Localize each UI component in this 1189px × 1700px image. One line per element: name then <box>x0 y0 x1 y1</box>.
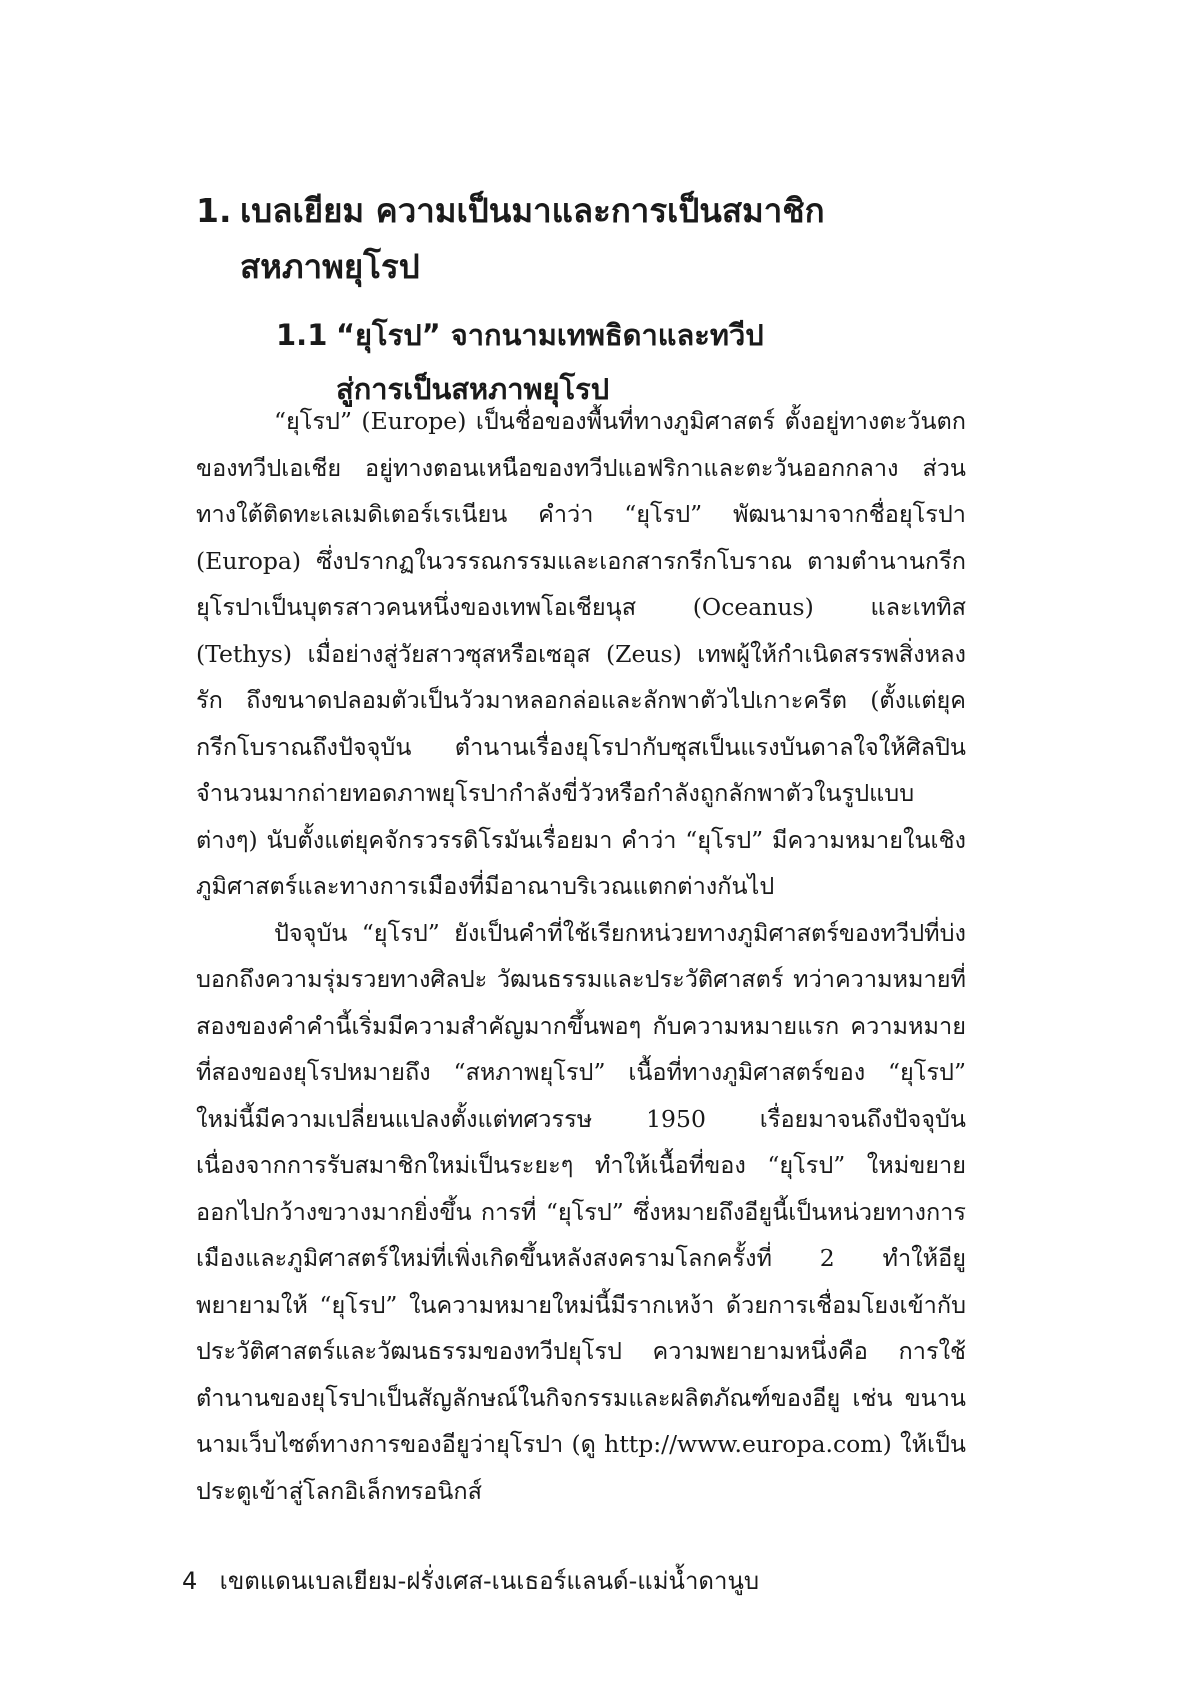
section-title-line2: สู่การเป็นสหภาพยุโรป <box>336 372 610 406</box>
running-title: เขตแดนเบลเยียม-ฝรั่งเศส-เนเธอร์แลนด์-แม่น้ำดานูบ <box>219 1567 760 1595</box>
body-text <box>196 398 966 1514</box>
paragraph: ปัจจุบัน “ยุโรป” ยังเป็นคำที่ใช้เรียกหน่วยทางภูมิศาสตร์ของทวีปที่บ่งบอกถึงความรุ่มรวยทางศิลปะ วัฒนธรรมและประวัติศาสตร์ ทว่าความหมายที่สองของคำคำนี้เริ่มมีความสำคัญมากขึ้นพอๆ กับความหมายแรก ความหมายที่สองของยุโรปหมายถึง “สหภาพยุโรป” เนื้อที่ทางภูมิศาสตร์ของ “ยุโรป” ใหม่นี้มีความเปลี่ยนแปลงตั้งแต่ทศวรรษ 1950 เรื่อยมาจนถึงปัจจุบัน เนื่องจากการรับสมาชิกใหม่เป็นระยะๆ ทำให้เนื้อที่ของ “ยุโรป” ใหม่ขยายออกไปกว้างขวางมากยิ่งขึ้น การที่ “ยุโรป” ซึ่งหมายถึงอียูนี้เป็นหน่วยทางการเมืองและภูมิศาสตร์ใหม่ที่เพิ่งเกิดขึ้นหลังสงครามโลกครั้งที่ 2 ทำให้อียูพยายามให้ “ยุโรป” ในความหมายใหม่นี้มีรากเหง้า ด้วยการเชื่อมโยงเข้ากับประวัติศาสตร์และวัฒนธรรมของทวีปยุโรป ความพยายามหนึ่งคือ การใช้ตำนานของยุโรปาเป็นสัญลักษณ์ในกิจกรรมและผลิตภัณฑ์ของอียู เช่น ขนานนามเว็บไซต์ทางการของอียูว่ายุโรปา (ดู http://www.europa.com) ให้เป็นประตูเข้าสู่โลกอิเล็กทรอนิกส์ <box>196 918 966 1505</box>
chapter-title-line1: เบลเยียม ความเป็นมาและการเป็นสมาชิก <box>240 191 825 230</box>
page-footer <box>182 1564 982 1598</box>
paragraph: “ยุโรป” (Europe) เป็นชื่อของพื้นที่ทางภูมิศาสตร์ ตั้งอยู่ทางตะวันตกของทวีปเอเชีย อยู่ทางตอนเหนือของทวีปแอฟริกาและตะวันออกกลาง ส่วนทางใต้ติดทะเลเมดิเตอร์เรเนียน คำว่า “ยุโรป” พัฒนามาจากชื่อยุโรปา (Europa) ซึ่งปรากฏในวรรณกรรมและเอกสารกรีกโบราณ ตามตำนานกรีก ยุโรปาเป็นบุตรสาวคนหนึ่งของเทพโอเชียนุส (Oceanus) และเททิส (Tethys) เมื่อย่างสู่วัยสาวซุสหรือเซอุส (Zeus) เทพผู้ให้กำเนิดสรรพสิ่งหลงรัก ถึงขนาดปลอมตัวเป็นวัวมาหลอกล่อและลักพาตัวไปเกาะครีต (ตั้งแต่ยุคกรีกโบราณถึงปัจจุบัน ตำนานเรื่องยุโรปากับซุสเป็นแรงบันดาลใจให้ศิลปินจำนวนมากถ่ายทอดภาพยุโรปากำลังขี่วัวหรือกำลังถูกลักพาตัวในรูปแบบต่างๆ) นับตั้งแต่ยุคจักรวรรดิโรมันเรื่อยมา คำว่า “ยุโรป” มีความหมายในเชิงภูมิศาสตร์และทางการเมืองที่มีอาณาบริเวณแตกต่างกันไป <box>196 407 966 900</box>
chapter-title-line2: สหภาพยุโรป <box>240 247 420 286</box>
page-number: 4 <box>182 1567 198 1595</box>
section-number: 1.1 <box>276 318 328 352</box>
chapter-title <box>196 183 1016 295</box>
chapter-number: 1. <box>196 191 232 230</box>
section-title-line1: “ยุโรป” จากนามเทพธิดาและทวีป <box>336 318 764 352</box>
